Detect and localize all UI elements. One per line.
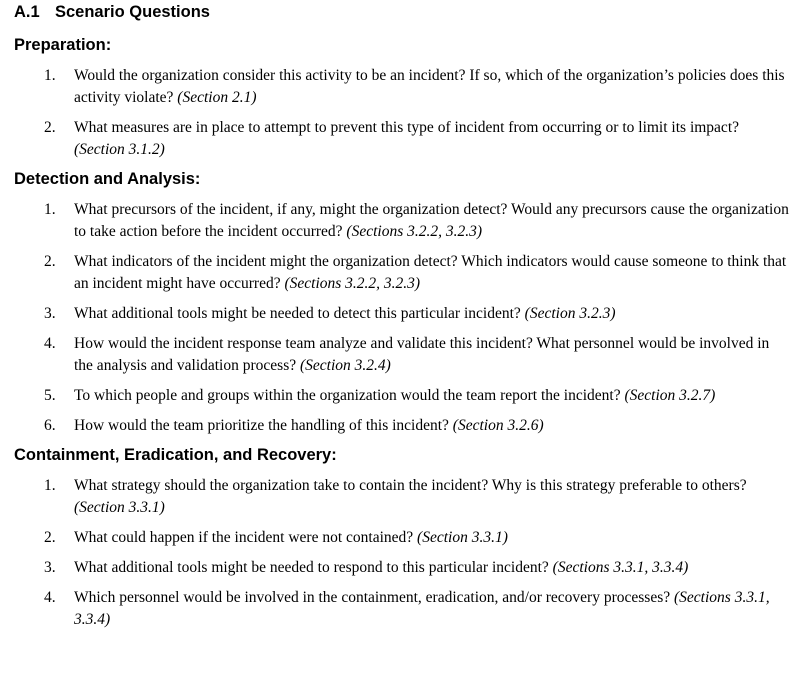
section-reference: (Section 3.2.4) xyxy=(299,357,391,374)
subsection-heading-containment-eradication-recovery: Containment, Eradication, and Recovery: xyxy=(14,446,337,464)
question-text xyxy=(74,199,793,243)
question-number: 1. xyxy=(44,67,56,84)
subsection-heading-preparation: Preparation: xyxy=(14,36,112,54)
question-number: 1. xyxy=(44,477,56,494)
question-list-containment-eradication-recovery xyxy=(14,475,793,631)
question-list-preparation xyxy=(14,65,793,161)
section-reference: (Section 3.1.2) xyxy=(74,141,165,158)
section-reference: (Sections 3.2.2, 3.2.3) xyxy=(346,223,483,240)
question-body: What could happen if the incident were not contained? xyxy=(74,529,414,546)
page-title xyxy=(14,2,793,22)
question-number: 6. xyxy=(44,417,56,434)
question-number: 1. xyxy=(44,201,56,218)
section-title-text: Scenario Questions xyxy=(55,3,210,21)
question-body: What strategy should the organization take to contain the incident? Why is this strategy preferable to others? xyxy=(74,477,747,494)
question-item xyxy=(14,587,793,631)
question-item xyxy=(14,303,793,325)
section-reference: (Section 3.2.3) xyxy=(524,305,616,322)
question-body: What measures are in place to attempt to prevent this type of incident from occurring or to limit its impact? xyxy=(74,119,740,136)
section-reference: (Section 3.3.1) xyxy=(74,499,165,516)
question-body: Which personnel would be involved in the containment, eradication, and/or recovery processes? xyxy=(74,589,671,606)
question-text xyxy=(74,527,793,549)
section-reference: (Sections 3.3.1, 3.3.4) xyxy=(74,589,770,628)
question-body: Would the organization consider this activity to be an incident? If so, which of the organization’s policies does this activity violate? xyxy=(74,67,785,106)
question-number: 2. xyxy=(44,529,56,546)
question-item xyxy=(14,333,793,377)
section-number: A.1 xyxy=(14,3,40,21)
question-body: What precursors of the incident, if any, might the organization detect? Would any precursors cause the organization to take action before the incident occurred? xyxy=(74,201,789,240)
question-item xyxy=(14,385,793,407)
subsection-heading-detection-analysis: Detection and Analysis: xyxy=(14,170,201,188)
question-body: How would the incident response team analyze and validate this incident? What personnel would be involved in the analysis and validation process? xyxy=(74,335,770,374)
question-number: 3. xyxy=(44,305,56,322)
question-item xyxy=(14,65,793,109)
question-body: How would the team prioritize the handling of this incident? xyxy=(74,417,449,434)
question-text xyxy=(74,65,793,109)
section-reference: (Sections 3.2.2, 3.2.3) xyxy=(284,275,421,292)
question-item xyxy=(14,557,793,579)
question-item xyxy=(14,475,793,519)
question-number: 3. xyxy=(44,559,56,576)
section-reference: (Section 2.1) xyxy=(177,89,257,106)
question-text xyxy=(74,303,793,325)
question-number: 5. xyxy=(44,387,56,404)
question-text xyxy=(74,587,793,631)
question-body: What additional tools might be needed to detect this particular incident? xyxy=(74,305,521,322)
question-item xyxy=(14,527,793,549)
question-body: What indicators of the incident might the organization detect? Which indicators would cause someone to think that an incident might have occurred? xyxy=(74,253,787,292)
question-number: 2. xyxy=(44,119,56,136)
question-number: 4. xyxy=(44,589,56,606)
question-number: 2. xyxy=(44,253,56,270)
question-text xyxy=(74,385,793,407)
question-text xyxy=(74,333,793,377)
section-reference: (Section 3.3.1) xyxy=(417,529,508,546)
question-item xyxy=(14,199,793,243)
question-text xyxy=(74,557,793,579)
section-reference: (Sections 3.3.1, 3.3.4) xyxy=(552,559,689,576)
question-item xyxy=(14,117,793,161)
question-body: To which people and groups within the organization would the team report the incident? xyxy=(74,387,621,404)
section-reference: (Section 3.2.7) xyxy=(624,387,716,404)
question-item xyxy=(14,415,793,437)
section-reference: (Section 3.2.6) xyxy=(452,417,544,434)
question-text xyxy=(74,475,793,519)
question-text xyxy=(74,117,793,161)
question-item xyxy=(14,251,793,295)
question-text xyxy=(74,251,793,295)
question-number: 4. xyxy=(44,335,56,352)
question-body: What additional tools might be needed to respond to this particular incident? xyxy=(74,559,549,576)
question-text xyxy=(74,415,793,437)
question-list-detection-analysis xyxy=(14,199,793,437)
